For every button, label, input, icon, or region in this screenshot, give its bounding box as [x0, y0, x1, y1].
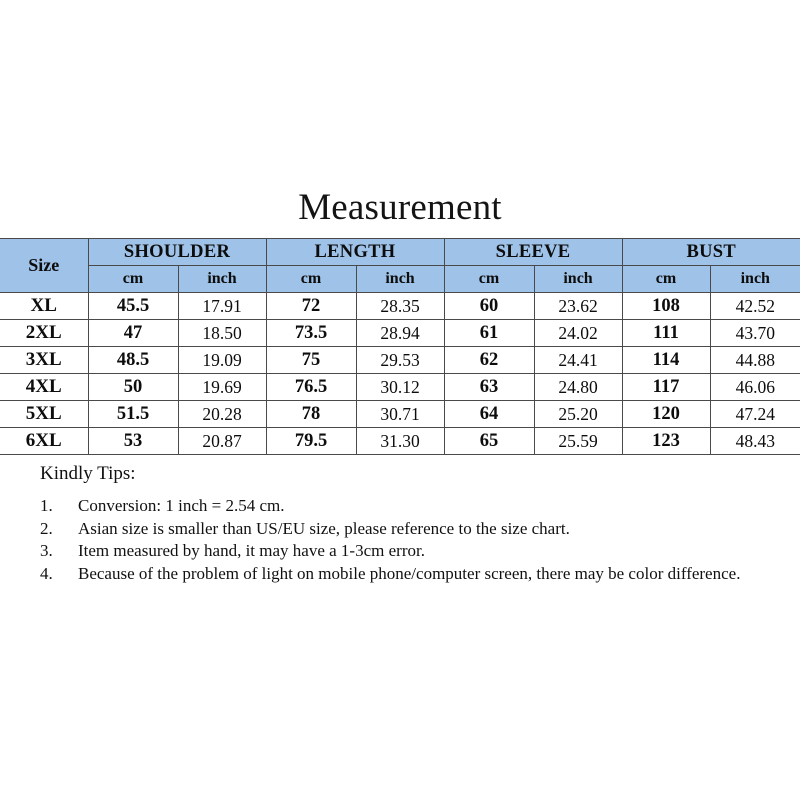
cell-bust-cm: 120 — [622, 401, 710, 428]
tips-list-item — [40, 563, 758, 585]
cell-length-cm: 73.5 — [266, 320, 356, 347]
cell-size: XL — [0, 293, 88, 320]
cell-sleeve-cm: 65 — [444, 428, 534, 455]
cell-shoulder-cm: 50 — [88, 374, 178, 401]
unit-header-shoulder-inch: inch — [178, 266, 266, 293]
cell-bust-inch: 42.52 — [710, 293, 800, 320]
unit-header-bust-inch: inch — [710, 266, 800, 293]
cell-shoulder-cm: 51.5 — [88, 401, 178, 428]
cell-bust-inch: 48.43 — [710, 428, 800, 455]
cell-sleeve-inch: 24.02 — [534, 320, 622, 347]
tips-item-number: 2. — [40, 518, 53, 538]
tips-list-item — [40, 540, 758, 562]
unit-header-length-inch: inch — [356, 266, 444, 293]
cell-length-inch: 28.94 — [356, 320, 444, 347]
tips-item-text: Conversion: 1 inch = 2.54 cm. — [78, 496, 285, 515]
cell-shoulder-inch: 20.87 — [178, 428, 266, 455]
cell-bust-cm: 108 — [622, 293, 710, 320]
cell-shoulder-cm: 53 — [88, 428, 178, 455]
cell-bust-inch: 43.70 — [710, 320, 800, 347]
table-row — [0, 401, 800, 428]
table-row — [0, 320, 800, 347]
unit-header-sleeve-cm: cm — [444, 266, 534, 293]
cell-bust-cm: 117 — [622, 374, 710, 401]
cell-sleeve-inch: 24.41 — [534, 347, 622, 374]
cell-bust-inch: 47.24 — [710, 401, 800, 428]
cell-length-cm: 76.5 — [266, 374, 356, 401]
tips-list-item — [40, 495, 758, 517]
cell-shoulder-inch: 20.28 — [178, 401, 266, 428]
column-group-shoulder: SHOULDER — [88, 239, 266, 266]
page-title: Measurement — [298, 187, 502, 228]
cell-shoulder-cm: 48.5 — [88, 347, 178, 374]
table-header-group-row — [0, 239, 800, 266]
cell-sleeve-cm: 62 — [444, 347, 534, 374]
table-header — [0, 239, 800, 293]
cell-bust-cm: 123 — [622, 428, 710, 455]
cell-sleeve-inch: 25.59 — [534, 428, 622, 455]
table-row — [0, 293, 800, 320]
unit-header-sleeve-inch: inch — [534, 266, 622, 293]
cell-length-inch: 30.71 — [356, 401, 444, 428]
cell-length-inch: 31.30 — [356, 428, 444, 455]
cell-size: 3XL — [0, 347, 88, 374]
cell-shoulder-cm: 45.5 — [88, 293, 178, 320]
cell-sleeve-inch: 25.20 — [534, 401, 622, 428]
tips-item-text: Item measured by hand, it may have a 1-3cm error. — [78, 541, 425, 560]
cell-sleeve-inch: 23.62 — [534, 293, 622, 320]
cell-size: 2XL — [0, 320, 88, 347]
cell-length-inch: 29.53 — [356, 347, 444, 374]
unit-header-shoulder-cm: cm — [88, 266, 178, 293]
measurement-table-container — [0, 238, 800, 455]
table-row — [0, 347, 800, 374]
cell-sleeve-cm: 64 — [444, 401, 534, 428]
cell-length-cm: 72 — [266, 293, 356, 320]
tips-list — [40, 495, 758, 584]
measurement-table — [0, 238, 800, 455]
cell-length-inch: 30.12 — [356, 374, 444, 401]
tips-item-number: 4. — [40, 563, 53, 583]
tips-item-number: 3. — [40, 541, 53, 560]
cell-sleeve-cm: 60 — [444, 293, 534, 320]
cell-length-inch: 28.35 — [356, 293, 444, 320]
cell-sleeve-inch: 24.80 — [534, 374, 622, 401]
column-group-sleeve: SLEEVE — [444, 239, 622, 266]
kindly-tips-section — [40, 462, 758, 585]
unit-header-bust-cm: cm — [622, 266, 710, 293]
table-header-unit-row — [0, 266, 800, 293]
tips-list-item — [40, 518, 758, 540]
column-group-bust: BUST — [622, 239, 800, 266]
table-body — [0, 293, 800, 455]
column-group-length: LENGTH — [266, 239, 444, 266]
cell-shoulder-inch: 17.91 — [178, 293, 266, 320]
column-header-size: Size — [0, 239, 88, 293]
tips-item-text: Asian size is smaller than US/EU size, please reference to the size chart. — [78, 518, 570, 538]
cell-size: 4XL — [0, 374, 88, 401]
unit-header-length-cm: cm — [266, 266, 356, 293]
cell-size: 5XL — [0, 401, 88, 428]
table-row — [0, 428, 800, 455]
cell-bust-inch: 44.88 — [710, 347, 800, 374]
tips-item-number: 1. — [40, 496, 53, 515]
cell-bust-cm: 114 — [622, 347, 710, 374]
cell-sleeve-cm: 63 — [444, 374, 534, 401]
cell-bust-cm: 111 — [622, 320, 710, 347]
cell-size: 6XL — [0, 428, 88, 455]
tips-item-text: Because of the problem of light on mobile phone/computer screen, there may be color difference. — [78, 563, 741, 583]
cell-sleeve-cm: 61 — [444, 320, 534, 347]
cell-bust-inch: 46.06 — [710, 374, 800, 401]
cell-length-cm: 78 — [266, 401, 356, 428]
cell-shoulder-inch: 18.50 — [178, 320, 266, 347]
cell-shoulder-inch: 19.69 — [178, 374, 266, 401]
cell-length-cm: 75 — [266, 347, 356, 374]
tips-heading: Kindly Tips: — [40, 463, 136, 484]
cell-shoulder-inch: 19.09 — [178, 347, 266, 374]
cell-shoulder-cm: 47 — [88, 320, 178, 347]
table-row — [0, 374, 800, 401]
cell-length-cm: 79.5 — [266, 428, 356, 455]
